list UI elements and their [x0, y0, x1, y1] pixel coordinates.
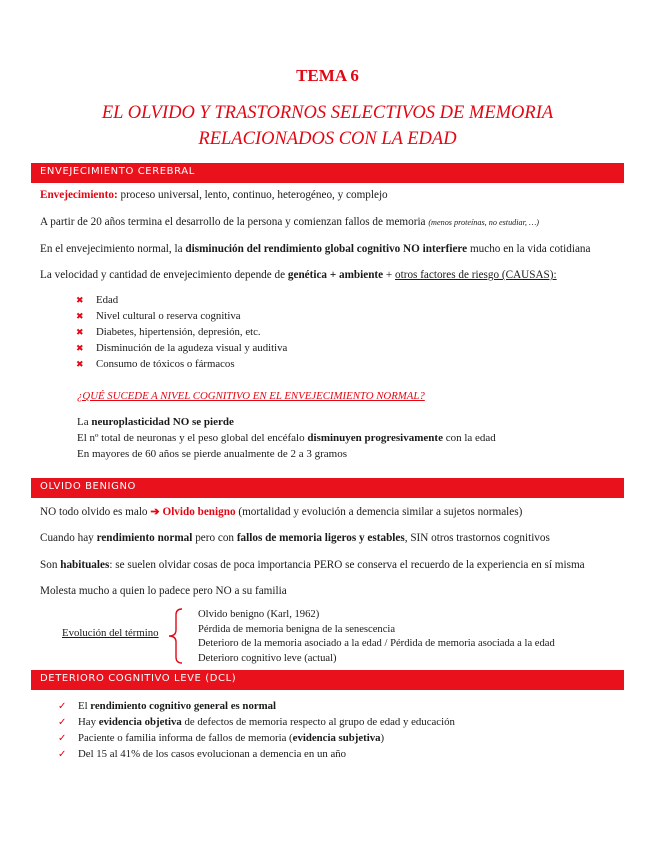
paragraph-olvido-benigno — [40, 505, 522, 518]
list-item — [58, 746, 455, 762]
check-icon: ✓ — [58, 733, 67, 744]
text: + — [383, 269, 396, 281]
bold-text: neuroplasticidad NO se pierde — [91, 416, 234, 428]
paragraph-20-anos — [40, 216, 539, 228]
risk-factors-list — [76, 292, 287, 372]
text: NO todo olvido es malo — [40, 506, 151, 518]
bold-text: genética + ambiente — [287, 269, 384, 281]
text: , SIN otros trastornos cognitivos — [404, 532, 550, 544]
underlined-text: otros factores de riesgo (CAUSAS): — [395, 269, 557, 281]
curly-brace-icon — [164, 608, 186, 664]
evolution-list — [198, 608, 555, 666]
text: La velocidad y cantidad de envejecimiento depende de — [40, 269, 288, 281]
text: mucho en la vida cotidiana — [467, 243, 591, 255]
arrow-icon: ➔ — [150, 506, 160, 518]
note: (menos proteínas, no estudiar, …) — [428, 218, 540, 227]
list-item-text: Edad — [96, 294, 119, 306]
text: (mortalidad y evolución a demencia similar a sujetos normales) — [235, 506, 523, 518]
weight-loss-line: En mayores de 60 años se pierde anualmente de 2 a 3 gramos — [77, 448, 348, 460]
bold-text: disminuyen progresivamente — [307, 432, 443, 444]
check-icon: ✓ — [58, 701, 67, 712]
check-icon: ✓ — [58, 749, 67, 760]
bold-text: rendimiento cognitivo general es normal — [90, 700, 277, 712]
section-header-dcl — [31, 670, 624, 690]
list-item — [76, 340, 287, 356]
paragraph-envejecimiento-def — [40, 189, 388, 201]
bold-text: disminución del rendimiento global cognitivo NO interfiere — [185, 243, 468, 255]
text: Del 15 al 41% de los casos evolucionan a demencia en un año — [78, 748, 347, 760]
section-heading-text: OLVIDO BENIGNO — [40, 481, 136, 492]
section-header-olvido — [31, 478, 624, 498]
cross-icon: ✖ — [76, 296, 84, 306]
paragraph-habituales — [40, 559, 585, 571]
cognitive-question: ¿QUÉ SUCEDE A NIVEL COGNITIVO EN EL ENVEJECIMIENTO NORMAL? — [77, 390, 425, 402]
list-item — [76, 324, 287, 340]
neuroplasticity-line — [77, 416, 234, 428]
list-item-text: Disminución de la agudeza visual y auditiva — [96, 342, 288, 354]
bold-text: habituales — [60, 559, 110, 571]
list-item — [58, 714, 455, 730]
text: El — [78, 700, 91, 712]
text: ) — [380, 732, 385, 744]
text: : se suelen olvidar cosas de poca importancia PERO se conserva el recuerdo de la experiencia en sí misma — [109, 559, 585, 571]
text: Hay — [78, 716, 99, 728]
text: Paciente o familia informa de fallos de memoria ( — [78, 732, 293, 744]
section-heading-text: DETERIORO COGNITIVO LEVE (DCL) — [40, 673, 237, 684]
term-envejecimiento: Envejecimiento: — [40, 189, 118, 201]
text: En el envejecimiento normal, la — [40, 243, 186, 255]
page-subtitle — [30, 100, 625, 152]
paragraph-molesta: Molesta mucho a quien lo padece pero NO a su familia — [40, 585, 287, 597]
paragraph-envejecimiento-normal — [40, 243, 591, 255]
text: A partir de 20 años termina el desarrollo de la persona y comienzan fallos de memoria — [40, 216, 429, 228]
text: con la edad — [442, 432, 496, 444]
evolution-item: Pérdida de memoria benigna de la senescencia — [198, 623, 396, 635]
text: proceso universal, lento, continuo, heterogéneo, y complejo — [117, 189, 388, 201]
evolution-item: Deterioro de la memoria asociado a la edad / Pérdida de memoria asociada a la edad — [198, 638, 555, 649]
bold-text: fallos de memoria ligeros y estables — [236, 532, 405, 544]
neurons-line — [77, 432, 496, 444]
bold-text: evidencia subjetiva — [292, 732, 381, 744]
bold-text: rendimiento normal — [96, 532, 193, 544]
red-bold-text: Olvido benigno — [159, 506, 236, 518]
list-item — [76, 292, 287, 308]
cross-icon: ✖ — [76, 360, 84, 370]
list-item — [58, 730, 455, 746]
list-item-text: Diabetes, hipertensión, depresión, etc. — [96, 326, 261, 338]
cross-icon: ✖ — [76, 328, 84, 338]
list-item — [76, 308, 287, 324]
subtitle-line-2: RELACIONADOS CON LA EDAD — [198, 129, 457, 149]
list-item — [76, 356, 287, 372]
paragraph-velocidad — [40, 269, 557, 281]
cross-icon: ✖ — [76, 344, 84, 354]
paragraph-rendimiento — [40, 532, 550, 544]
text: pero con — [192, 532, 237, 544]
text: Son — [40, 559, 61, 571]
text: de defectos de memoria respecto al grupo de edad y educación — [181, 716, 455, 728]
bold-text: evidencia objetiva — [98, 716, 182, 728]
text: La — [77, 416, 92, 428]
list-item-text: Nivel cultural o reserva cognitiva — [96, 310, 241, 322]
dcl-criteria-list — [58, 698, 455, 762]
evolution-item: Deterioro cognitivo leve (actual) — [198, 652, 337, 664]
section-heading-text: ENVEJECIMIENTO CEREBRAL — [40, 166, 195, 177]
evolution-label: Evolución del término — [62, 627, 159, 639]
cross-icon: ✖ — [76, 312, 84, 322]
text: El nº total de neuronas y el peso global del encéfalo — [77, 432, 308, 444]
evolution-item: Olvido benigno (Karl, 1962) — [198, 609, 320, 620]
subtitle-line-1: EL OLVIDO Y TRASTORNOS SELECTIVOS DE MEMORIA — [101, 103, 554, 123]
section-header-envejecimiento — [31, 163, 624, 183]
text: Cuando hay — [40, 532, 97, 544]
page-title: TEMA 6 — [296, 66, 359, 85]
list-item — [58, 698, 455, 714]
list-item-text: Consumo de tóxicos o fármacos — [96, 358, 235, 370]
check-icon: ✓ — [58, 717, 67, 728]
